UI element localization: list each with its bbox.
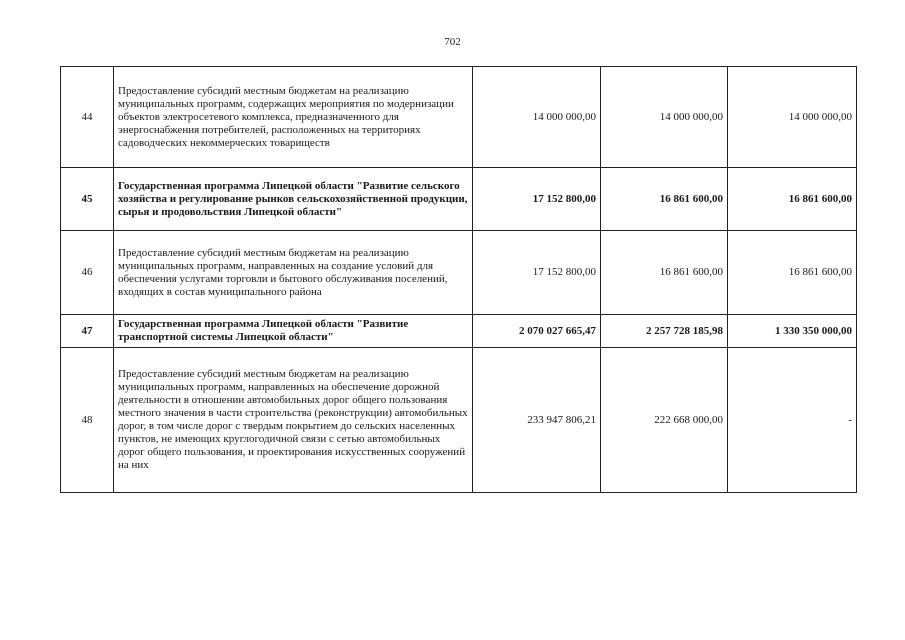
amount-year-3: 1 330 350 000,00 [728, 315, 857, 348]
amount-year-2: 14 000 000,00 [601, 67, 728, 168]
row-description: Государственная программа Липецкой области "Развитие транспортной системы Липецкой области" [114, 315, 473, 348]
amount-year-1: 17 152 800,00 [473, 231, 601, 315]
row-number: 46 [61, 231, 114, 315]
amount-year-2: 16 861 600,00 [601, 168, 728, 231]
table-row [61, 67, 857, 168]
amount-year-1: 14 000 000,00 [473, 67, 601, 168]
amount-year-3: 14 000 000,00 [728, 67, 857, 168]
amount-year-2: 16 861 600,00 [601, 231, 728, 315]
row-number: 44 [61, 67, 114, 168]
amount-year-1: 2 070 027 665,47 [473, 315, 601, 348]
budget-table [60, 66, 857, 493]
row-description: Предоставление субсидий местным бюджетам на реализацию муниципальных программ, направленных на обеспечение дорожной деятельности в отношении автомобильных дорог общего пользования местного значения в части строительства (реконструкции) автомобильных дорог, в том числе дорог с твердым покрытием до сельских населенных пунктов, не имеющих круглогодичной связи с сетью автомобильных дорог общего пользования, и проектирования искусственных сооружений на них [114, 348, 473, 493]
amount-year-3: - [728, 348, 857, 493]
amount-year-2: 2 257 728 185,98 [601, 315, 728, 348]
amount-year-3: 16 861 600,00 [728, 231, 857, 315]
amount-year-3: 16 861 600,00 [728, 168, 857, 231]
amount-year-1: 17 152 800,00 [473, 168, 601, 231]
row-description: Государственная программа Липецкой области "Развитие сельского хозяйства и регулирование рынков сельскохозяйственной продукции, сырья и продовольствия Липецкой области" [114, 168, 473, 231]
table-row [61, 231, 857, 315]
amount-year-1: 233 947 806,21 [473, 348, 601, 493]
page-number: 702 [444, 36, 461, 48]
row-description: Предоставление субсидий местным бюджетам на реализацию муниципальных программ, направленных на создание условий для обеспечения услугами торговли и бытового обслуживания поселений, входящих в состав муниципального района [114, 231, 473, 315]
row-description: Предоставление субсидий местным бюджетам на реализацию муниципальных программ, содержащих мероприятия по модернизации объектов электросетевого комплекса, предназначенного для энергоснабжения потребителей, расположенных на территориях садоводческих некоммерческих товариществ [114, 67, 473, 168]
row-number: 48 [61, 348, 114, 493]
table-row [61, 168, 857, 231]
row-number: 45 [61, 168, 114, 231]
amount-year-2: 222 668 000,00 [601, 348, 728, 493]
table-row [61, 348, 857, 493]
table-row [61, 315, 857, 348]
row-number: 47 [61, 315, 114, 348]
